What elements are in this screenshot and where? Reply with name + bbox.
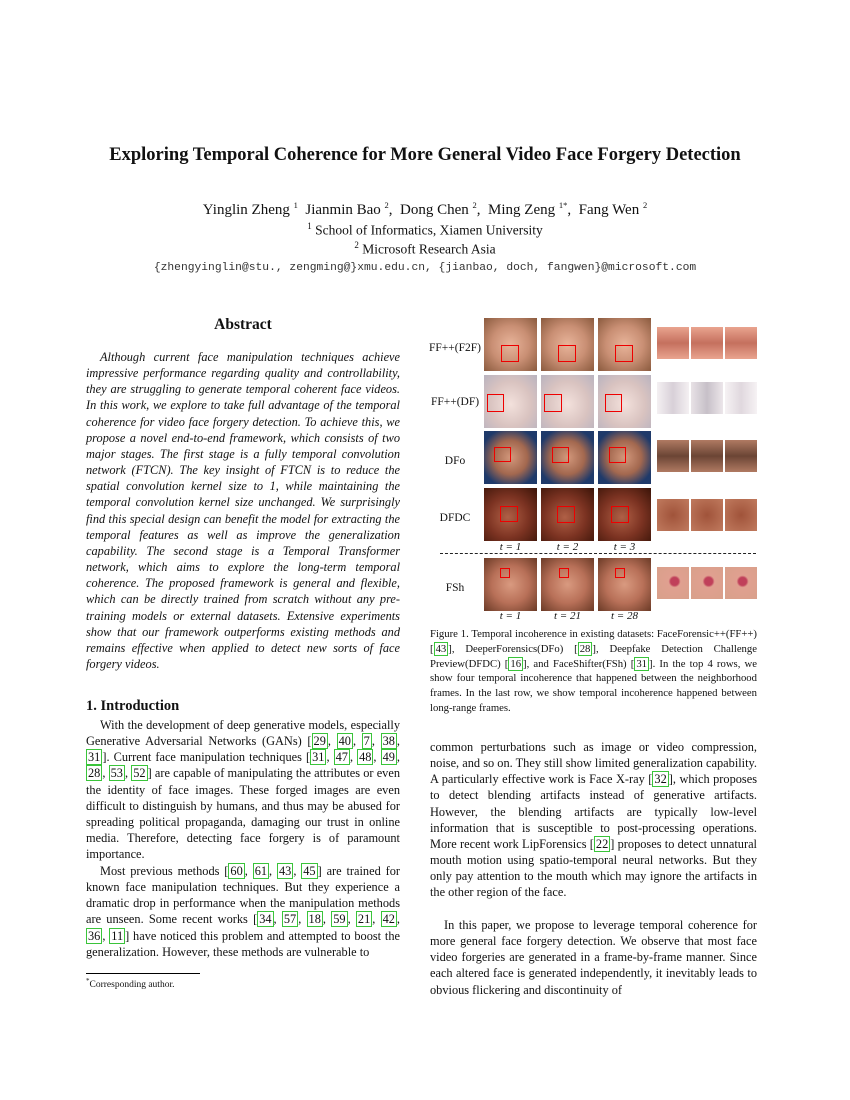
zoom-crop-image (657, 327, 689, 359)
text: . In the top 4 rows, we show four temporal incoherence that happened between the neighborhood frames. In the last row, we show temporal incoherence happened between long-range frames. (430, 657, 757, 714)
zoom-crop-image (725, 499, 757, 531)
zoom-crop-image (725, 567, 757, 599)
citation-link[interactable]: 31 (88, 750, 101, 765)
affiliation (0, 221, 850, 239)
forgery-region-box (615, 345, 633, 362)
author-sup: 2 (384, 200, 389, 210)
text: are trained for known face manipulation techniques. But they experience a dramatic drop in performance when the manipulation methods are unseen. Some recent works (86, 864, 401, 927)
zoom-crop-image (657, 567, 689, 599)
citation-link[interactable]: 38 (382, 734, 395, 749)
zoom-crop-image (691, 382, 723, 414)
author-name: Fang Wen (578, 202, 640, 218)
aff-sup: 2 (354, 240, 359, 250)
face-frame-image (541, 431, 594, 484)
face-frame-image (484, 558, 537, 611)
forgery-region-box (605, 394, 622, 412)
author-sup: 1* (558, 200, 568, 210)
zoom-crop-image (725, 440, 757, 472)
citation-link[interactable]: 22 (595, 836, 609, 851)
citation-link[interactable]: 43 (278, 864, 292, 878)
forgery-region-box (544, 394, 562, 412)
citation-link[interactable]: 61 (254, 864, 268, 878)
author-name: Yinglin Zheng (202, 202, 290, 218)
zoom-crop-image (691, 499, 723, 531)
face-frame-image (598, 431, 651, 484)
figure-caption: Figure 1. Temporal incoherence in existing datasets: FaceForensic++(FF++) [ 43 ], DeeperForensics(DFo) [ 28 ], Deepfake Detection Challenge Preview(DFDC) [ 16 ], and FaceShifter(FSh) [ 31 ]. In the top 4 rows, we show four temporal incoherence that happened between the neighborhood frames. In the last row, we show temporal incoherence happened between long-range frames. (430, 628, 757, 714)
intro-paragraph-1: With the development of deep generative models, especially Generative Adversarial Networks (GANs) [ 29 , 40 , 7 , 38 , 31 ]. Current face manipulation techniques [ 31 , 47 , 48 , 49 , 28 , 53 , 52 ] are capable of manipulating the attributes or even the identity of face images. These forged images are even difficult to distinguish by humans, and thus may be abused for spreading political propaganda, damaging our trust in online media. Therefore, detecting face forgery is of paramount importance. (86, 718, 401, 862)
time-label: t = 1 (499, 541, 522, 553)
citation-link[interactable]: 31 (636, 657, 648, 670)
face-frame-image (598, 318, 651, 371)
right-paragraph-2: In this paper, we propose to leverage temporal coherence for more general face forgery detection. We observe that most face video forgeries are generated in a frame-by-frame manner. Since each altered face is generated independently, it inevitably leads to obvious flickering and discontinuity of (430, 918, 757, 997)
row-label: FF++(DF) (430, 396, 480, 408)
text: . Current face manipulation techniques (106, 750, 306, 765)
author-sup: 2 (642, 200, 648, 210)
abstract-text: Although current face manipulation techniques achieve impressive performance regarding quality and controllability, they are struggling to generate temporal coherent face videos. In this work, we explore to take full advantage of the temporal coherence for video face forgery detection. To achieve this, we propose a novel end-to-end framework, which consists of two major stages. The first stage is a fully temporal convolution network (FTCN). The key insight of FTCN is to reduce the spatial convolution kernel size to 1, while maintaining the temporal convolution kernel size unchanged. We surprisingly find this special design can benefit the model for extracting the temporal features as well as improve the generalization capability. The second stage is a Temporal Transformer network, which aims to explore the long-term temporal coherence. The proposed framework is general and flexible, which can be directly trained from scratch without any pre-training models or external datasets. Extensive experiments show that our framework outperforms existing methods and remains effective when applied to detect new sorts of face forgery videos. (86, 350, 400, 671)
citation-link[interactable]: 31 (312, 750, 325, 765)
forgery-region-box (609, 447, 626, 463)
citation-link[interactable]: 57 (283, 912, 297, 927)
citation-link[interactable]: 18 (308, 912, 321, 927)
abstract-heading: Abstract (214, 316, 272, 333)
author-emails: {zhengyinglin@stu., zengming@}xmu.edu.cn, {jianbao, doch, fangwen}@microsoft.com (153, 262, 697, 274)
citation-link[interactable]: 34 (259, 912, 272, 927)
section-heading: 1. Introduction (86, 698, 180, 714)
zoom-crop-image (657, 499, 689, 531)
author-sup: 2 (472, 200, 477, 210)
citation-link[interactable]: 36 (88, 928, 101, 943)
citation-link[interactable]: 48 (359, 750, 372, 765)
citation-link[interactable]: 43 (435, 642, 447, 655)
forgery-region-box (558, 345, 576, 362)
zoom-crop-image (657, 382, 689, 414)
citation-link[interactable]: 29 (313, 734, 326, 749)
row-label: DFDC (439, 512, 471, 524)
author-list: Yinglin Zheng $^1$ Jianmin Bao $^2$, Dong Chen $^2$, Ming Zeng $^{1*}$, Fang Wen $^2$ (202, 200, 648, 218)
citation-link[interactable]: 53 (110, 766, 123, 781)
citation-link[interactable]: 28 (88, 766, 101, 781)
forgery-region-box (487, 394, 504, 412)
aff-text: School of Informatics, Xiamen University (315, 222, 543, 238)
forgery-region-box (557, 506, 575, 523)
author-name: Jianmin Bao (305, 202, 381, 218)
face-frame-image (598, 488, 651, 541)
footnote (86, 977, 174, 990)
paper-title: Exploring Temporal Coherence for More General Video Face Forgery Detection (109, 145, 741, 165)
zoom-crop-image (725, 382, 757, 414)
forgery-region-box (552, 447, 569, 463)
citation-link[interactable]: 21 (357, 912, 371, 927)
author-name: Ming Zeng (488, 202, 556, 218)
footnote-rule (86, 973, 200, 974)
zoom-crop-image (657, 440, 689, 472)
row-label: FF++(F2F) (429, 342, 481, 354)
citation-link[interactable]: 45 (303, 864, 316, 878)
citation-link[interactable]: 49 (382, 750, 395, 765)
affiliation (0, 240, 850, 258)
face-frame-image (484, 318, 537, 371)
time-label: t = 2 (556, 541, 579, 553)
author-sup: 1 (293, 200, 298, 210)
face-frame-image (598, 375, 651, 428)
time-label: t = 21 (554, 610, 581, 622)
citation-link[interactable]: 32 (654, 772, 667, 787)
face-frame-image (598, 558, 651, 611)
row-label: FSh (445, 582, 465, 594)
citation-link[interactable]: 11 (111, 928, 124, 943)
text: Figure 1. Temporal incoherence in existing datasets: FaceForensic++(FF++) (430, 628, 757, 640)
forgery-region-box (501, 345, 519, 362)
dashed-separator (440, 553, 756, 554)
text: common perturbations such as image or video compression, noise, and so on. They still show limited generalization capability. A particularly effective work is Face X-ray (430, 740, 757, 787)
forgery-region-box (494, 447, 511, 462)
face-frame-image (541, 375, 594, 428)
citation-link[interactable]: 7 (363, 734, 370, 749)
right-paragraph-1: common perturbations such as image or video compression, noise, and so on. They still show limited generalization capability. A particularly effective work is Face X-ray [ 32 ], which proposes to detect blending artifacts instead of generative artifacts. However, the blending artifacts are typically low-level information that is susceptible to post-processing operations. More recent work LipForensics [ 22 ] proposes to detect unnatural mouth motion using spatio-temporal neural networks. But they only pay attention to the mouth which may ignore the artifacts in the other region of the face. (430, 740, 757, 900)
intro-paragraph-2: Most previous methods [ 60 , 61 , 43 , 45 ] are trained for known face manipulation techniques. But they experience a dramatic drop in performance when the manipulation methods are unseen. Some recent works [ 34 , 57 , 18 , 59 , 21 , 42 , 36 , 11 ] have noticed this problem and attempted to boost the generalization. However, these methods are vulnerable to (86, 864, 401, 959)
citation-link[interactable]: 16 (510, 657, 522, 670)
citation-link[interactable]: 42 (382, 912, 395, 927)
face-frame-image (541, 318, 594, 371)
citation-link[interactable]: 40 (338, 734, 351, 749)
time-label: t = 28 (611, 610, 638, 622)
forgery-region-box (615, 568, 625, 578)
forgery-region-box (500, 568, 510, 578)
face-frame-image (541, 488, 594, 541)
text: are capable of manipulating the attributes or even the identity of face images. These forged images are even difficult to distinguish by humans, and thus may be abused for spreading political propaganda, damaging our trust in online media. Therefore, detecting face forgery is of paramount importance. (86, 766, 401, 862)
text: proposes to detect unnatural mouth motion using spatio-temporal neural networks. But they only pay attention to the mouth which may ignore the artifacts in the other region of the face. (430, 836, 757, 900)
text: , Deepfake Detection Challenge Preview(DFDC) (430, 642, 757, 670)
face-frame-image (484, 375, 537, 428)
footnote-mark: * (86, 977, 90, 985)
forgery-region-box (500, 506, 518, 522)
zoom-crop-image (691, 440, 723, 472)
citation-link[interactable]: 28 (579, 642, 591, 655)
face-frame-image (484, 488, 537, 541)
text: Most previous methods (100, 864, 225, 878)
zoom-crop-image (691, 327, 723, 359)
face-frame-image (484, 431, 537, 484)
citation-link[interactable]: 47 (335, 750, 348, 765)
forgery-region-box (559, 568, 569, 578)
zoom-crop-image (691, 567, 723, 599)
citation-link[interactable]: 59 (333, 912, 346, 927)
row-label: DFo (444, 455, 466, 467)
text: , and FaceShifter(FSh) (526, 657, 631, 670)
aff-sup: 1 (307, 221, 312, 231)
citation-link[interactable]: 60 (230, 864, 243, 878)
time-label: t = 1 (499, 610, 522, 622)
forgery-region-box (611, 506, 629, 523)
text: have noticed this problem and attempted to boost the generalization. However, these methods are vulnerable to (86, 928, 400, 959)
time-label: t = 3 (613, 541, 636, 553)
face-frame-image (541, 558, 594, 611)
footnote-text: Corresponding author. (89, 980, 175, 991)
author-name: Dong Chen (400, 202, 469, 218)
zoom-crop-image (725, 327, 757, 359)
citation-link[interactable]: 52 (133, 766, 146, 781)
text: , DeeperForensics(DFo) (451, 642, 575, 655)
text: With the development of deep generative models, especially Generative Adversarial Networks (GANs) (86, 718, 400, 749)
aff-text: Microsoft Research Asia (362, 241, 496, 257)
text: , which proposes to detect blending artifacts instead of generative artifacts. However, the blending artifacts are typically low-level information that is susceptible to post-processing operations. More recent work LipForensics (430, 772, 757, 851)
